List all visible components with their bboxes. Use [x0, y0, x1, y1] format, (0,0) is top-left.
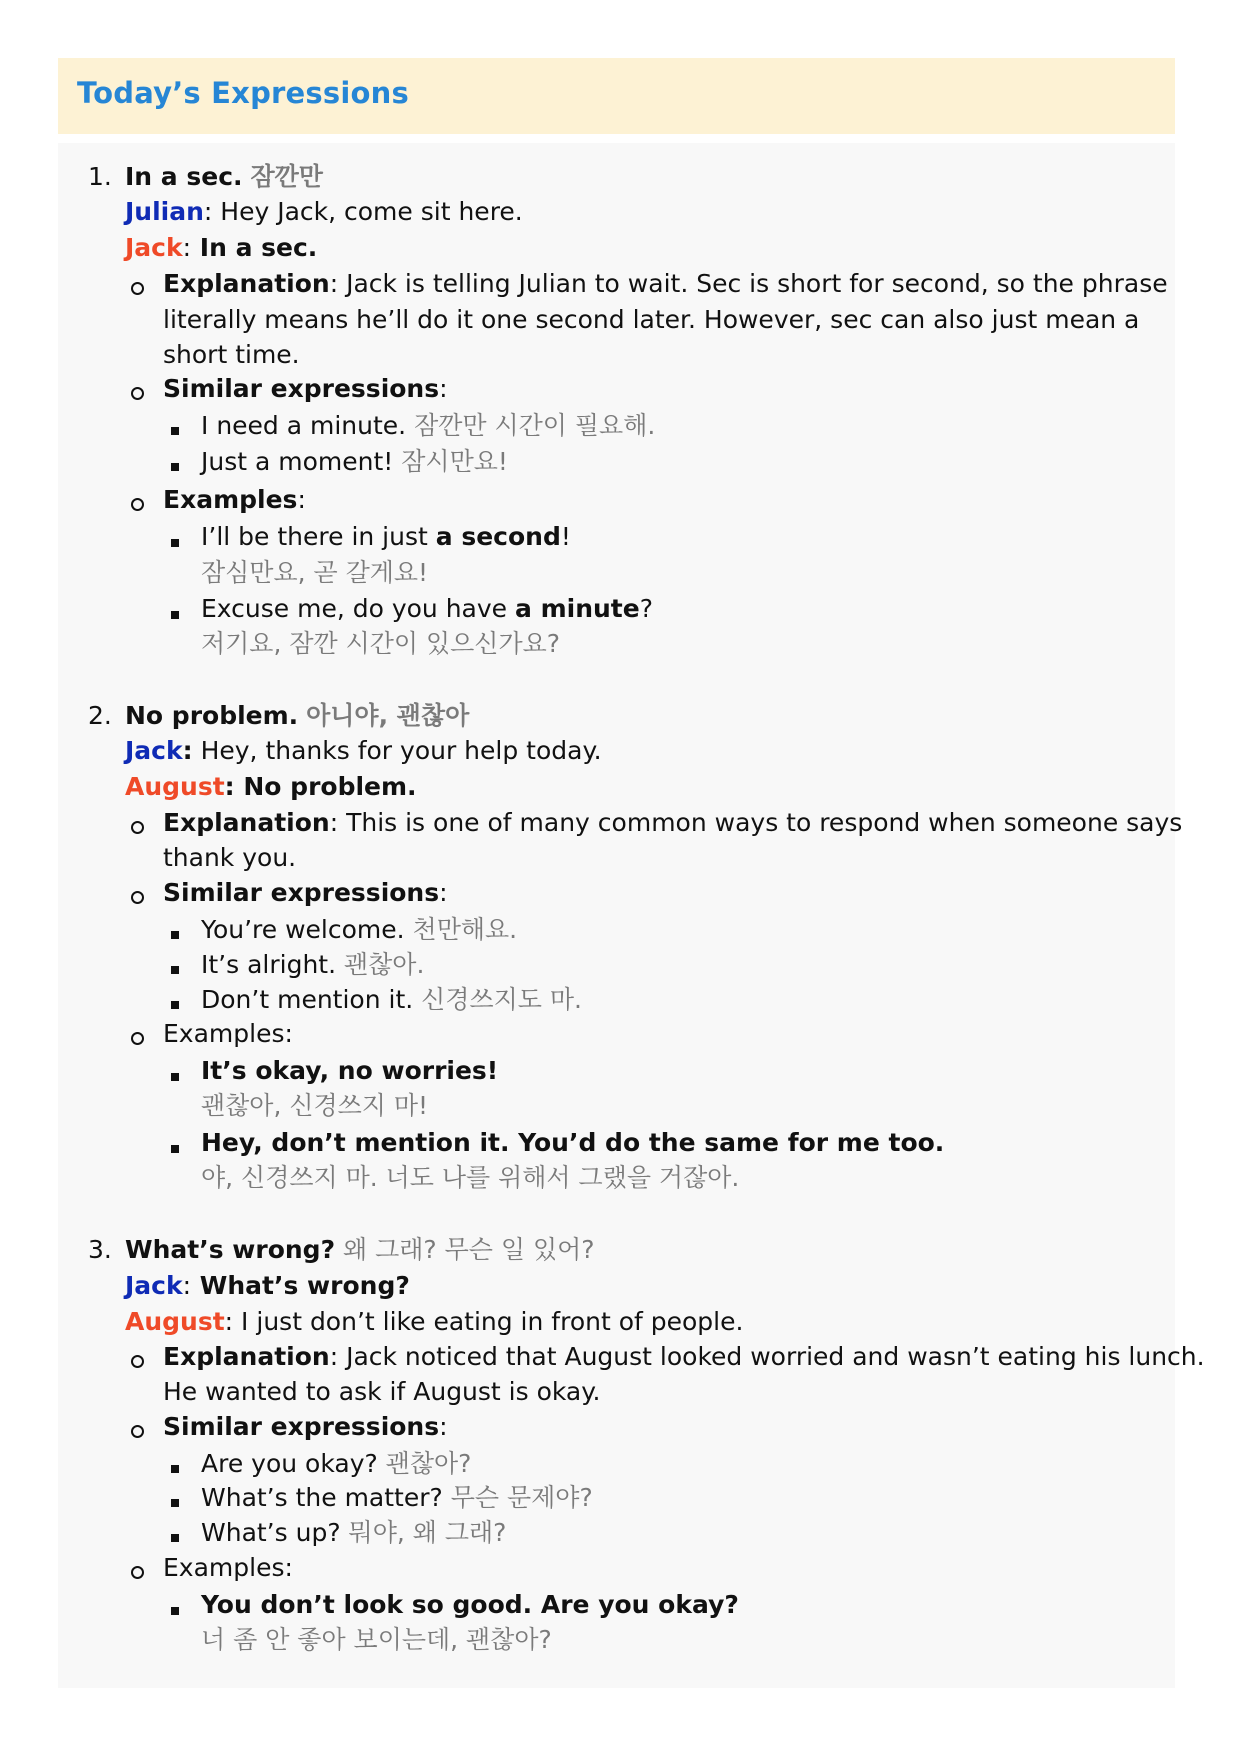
similar-en: What’s the matter?: [201, 1483, 443, 1512]
similar-item: [201, 1449, 471, 1479]
separator: :: [182, 1271, 192, 1300]
circle-bullet-icon: [131, 282, 144, 295]
dialog-line: [125, 1307, 743, 1337]
square-bullet-icon: [171, 1465, 179, 1473]
circle-bullet-icon: [131, 821, 144, 834]
square-bullet-icon: [171, 1001, 179, 1009]
example-korean: 너 좀 안 좋아 보이는데, 괜찮아?: [201, 1625, 552, 1654]
expression-heading: [125, 162, 323, 192]
similar-item: [201, 985, 582, 1015]
square-bullet-icon: [171, 1607, 179, 1615]
similar-item: [201, 1518, 506, 1548]
explanation-label: Explanation: [163, 1342, 330, 1371]
expression-phrase: What’s wrong?: [125, 1235, 336, 1264]
speaker-name: August: [125, 1307, 225, 1336]
example-text: ?: [639, 594, 653, 623]
dialog-line: [125, 1271, 410, 1301]
examples-label: Examples:: [163, 1019, 293, 1048]
explanation-line: [163, 269, 1168, 299]
separator: :: [182, 736, 193, 765]
expression-heading: [125, 701, 469, 731]
example-sentence: It’s okay, no worries!: [201, 1056, 499, 1085]
similar-heading: Similar expressions:: [163, 374, 448, 403]
similar-heading: Similar expressions:: [163, 1412, 448, 1441]
speaker-name: August: [125, 772, 225, 801]
expression-korean: 왜 그래? 무슨 일 있어?: [343, 1235, 595, 1264]
speaker-name: Julian: [125, 197, 204, 226]
circle-bullet-icon: [131, 1425, 144, 1438]
similar-heading: Similar expressions:: [163, 878, 448, 907]
similar-label: Similar expressions: [163, 878, 440, 907]
separator: :: [224, 1307, 234, 1336]
dialog-line: [125, 736, 602, 766]
example-key: a minute: [515, 594, 640, 623]
similar-en: Just a moment!: [201, 447, 394, 476]
dialog-line: [125, 197, 523, 227]
example-text: Excuse me, do you have: [201, 594, 516, 623]
example-text: I’ll be there in just: [201, 522, 436, 551]
page-title: Today’s Expressions: [77, 76, 409, 110]
explanation-text: short time.: [163, 340, 300, 369]
separator: :: [224, 772, 235, 801]
square-bullet-icon: [171, 966, 179, 974]
explanation-text: : This is one of many common ways to respond when someone says: [329, 808, 1183, 837]
expression-phrase: In a sec.: [125, 162, 243, 191]
similar-ko: 괜찮아.: [344, 950, 425, 979]
similar-en: It’s alright.: [201, 950, 337, 979]
speaker-name: Jack: [125, 736, 183, 765]
dialog-text: I just don’t like eating in front of people.: [233, 1307, 744, 1336]
similar-ko: 잠깐만 시간이 필요해.: [414, 411, 656, 440]
example-text: !: [560, 522, 571, 551]
similar-en: What’s up?: [201, 1518, 341, 1547]
square-bullet-icon: [171, 1534, 179, 1542]
explanation-text: He wanted to ask if August is okay.: [163, 1377, 601, 1406]
similar-ko: 괜찮아?: [385, 1449, 472, 1478]
examples-label: Examples:: [163, 1553, 293, 1582]
square-bullet-icon: [171, 611, 179, 619]
similar-ko: 신경쓰지도 마.: [421, 985, 582, 1014]
dialog-text: What’s wrong?: [191, 1271, 410, 1300]
example-korean: 저기요, 잠깐 시간이 있으신가요?: [201, 629, 561, 658]
dialog-line: [125, 772, 417, 802]
similar-en: You’re welcome.: [201, 915, 405, 944]
similar-label: Similar expressions: [163, 374, 440, 403]
expression-heading: [125, 1235, 595, 1265]
item-number: 2.: [88, 701, 112, 730]
dialog-text: In a sec.: [191, 233, 318, 262]
dialog-line: [125, 233, 317, 263]
circle-bullet-icon: [131, 891, 144, 904]
square-bullet-icon: [171, 427, 179, 435]
similar-en: I need a minute.: [201, 411, 407, 440]
explanation-text: : Jack noticed that August looked worried and wasn’t eating his lunch.: [329, 1342, 1205, 1371]
separator: :: [203, 197, 213, 226]
circle-bullet-icon: [131, 1566, 144, 1579]
square-bullet-icon: [171, 1073, 179, 1081]
similar-item: [201, 447, 508, 477]
similar-en: Don’t mention it.: [201, 985, 414, 1014]
explanation-line: [163, 808, 1182, 838]
square-bullet-icon: [171, 463, 179, 471]
explanation-text: thank you.: [163, 843, 297, 872]
explanation-label: Explanation: [163, 808, 330, 837]
expression-korean: 잠깐만: [250, 162, 323, 191]
similar-en: Are you okay?: [201, 1449, 378, 1478]
square-bullet-icon: [171, 931, 179, 939]
example-sentence: Hey, don’t mention it. You’d do the same for me too.: [201, 1128, 945, 1157]
expression-phrase: No problem.: [125, 701, 299, 730]
example-key: a second: [435, 522, 561, 551]
similar-item: [201, 950, 424, 980]
header-banner: [58, 58, 1175, 134]
similar-ko: 뭐야, 왜 그래?: [348, 1518, 507, 1547]
example-sentence: You don’t look so good. Are you okay?: [201, 1590, 739, 1619]
explanation-label: Explanation: [163, 269, 330, 298]
item-number: 3.: [88, 1235, 112, 1264]
dialog-text: Hey Jack, come sit here.: [212, 197, 523, 226]
circle-bullet-icon: [131, 1032, 144, 1045]
circle-bullet-icon: [131, 1355, 144, 1368]
square-bullet-icon: [171, 1145, 179, 1153]
similar-item: [201, 1483, 593, 1513]
similar-ko: 천만해요.: [412, 915, 518, 944]
explanation-text: : Jack is telling Julian to wait. Sec is short for second, so the phrase: [329, 269, 1168, 298]
square-bullet-icon: [171, 1499, 179, 1507]
similar-label: Similar expressions: [163, 1412, 440, 1441]
separator: :: [182, 233, 192, 262]
example-korean: 잠심만요, 곧 갈게요!: [201, 558, 429, 587]
similar-ko: 잠시만요!: [401, 447, 508, 476]
explanation-line: [163, 1342, 1205, 1372]
circle-bullet-icon: [131, 498, 144, 511]
examples-label: Examples: [163, 485, 298, 514]
dialog-text: No problem.: [234, 772, 417, 801]
explanation-text: literally means he’ll do it one second later. However, sec can also just mean a: [163, 305, 1140, 334]
similar-item: [201, 915, 517, 945]
example-sentence: [201, 522, 571, 552]
circle-bullet-icon: [131, 387, 144, 400]
similar-ko: 무슨 문제야?: [450, 1483, 593, 1512]
dialog-text: Hey, thanks for your help today.: [192, 736, 602, 765]
expression-korean: 아니야, 괜찮아: [306, 701, 470, 730]
speaker-name: Jack: [125, 1271, 183, 1300]
item-number: 1.: [88, 162, 112, 191]
examples-heading: Examples:: [163, 485, 306, 514]
example-korean: 괜찮아, 신경쓰지 마!: [201, 1091, 429, 1120]
similar-item: [201, 411, 655, 441]
speaker-name: Jack: [125, 233, 183, 262]
example-sentence: [201, 594, 653, 624]
square-bullet-icon: [171, 539, 179, 547]
example-korean: 야, 신경쓰지 마. 너도 나를 위해서 그랬을 거잖아.: [201, 1163, 740, 1192]
